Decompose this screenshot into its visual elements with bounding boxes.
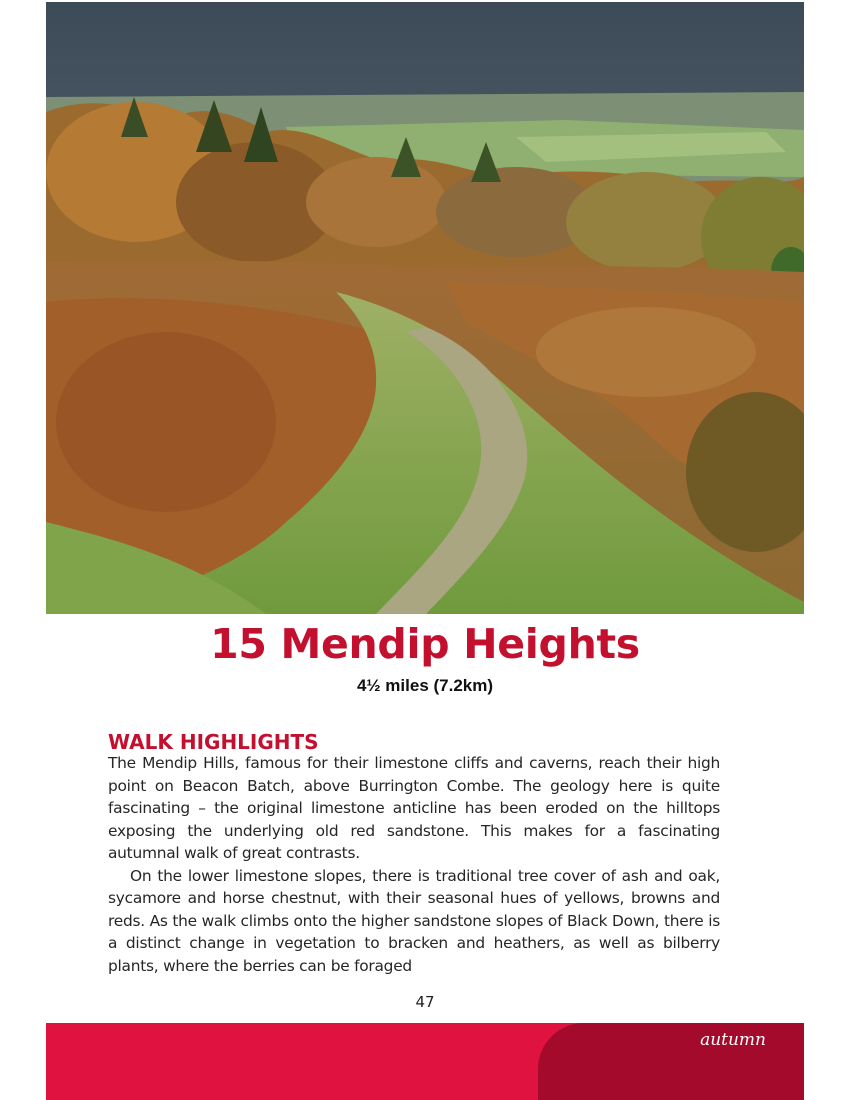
paragraph: On the lower limestone slopes, there is traditional tree cover of ash and oak, sycamore and horse chestnut, with their seasonal hues of yellows, browns and reds. As the walk climbs onto the higher sandstone slopes of Black Down, there is a distinct change in vegetation to bracken and heathers, as well as bilberry plants, where the berries can be foraged (108, 866, 720, 975)
landscape-photo (46, 2, 804, 614)
paragraph: The Mendip Hills, famous for their limestone cliffs and caverns, reach their high point on Beacon Batch, above Burrington Combe. The geology here is quite fascinating – the original limestone anticline has been eroded on the hilltops exposing the underlying old red sandstone. This makes for a fascinating autumnal walk of great contrasts. (108, 754, 720, 862)
season-label: autumn (700, 1030, 766, 1050)
page-number: 47 (415, 993, 435, 1011)
walk-distance: 4½ miles (7.2km) (356, 676, 494, 695)
section-heading: WALK HIGHLIGHTS (108, 730, 319, 754)
body-text (108, 752, 720, 977)
walk-title: 15 Mendip Heights (210, 620, 640, 668)
